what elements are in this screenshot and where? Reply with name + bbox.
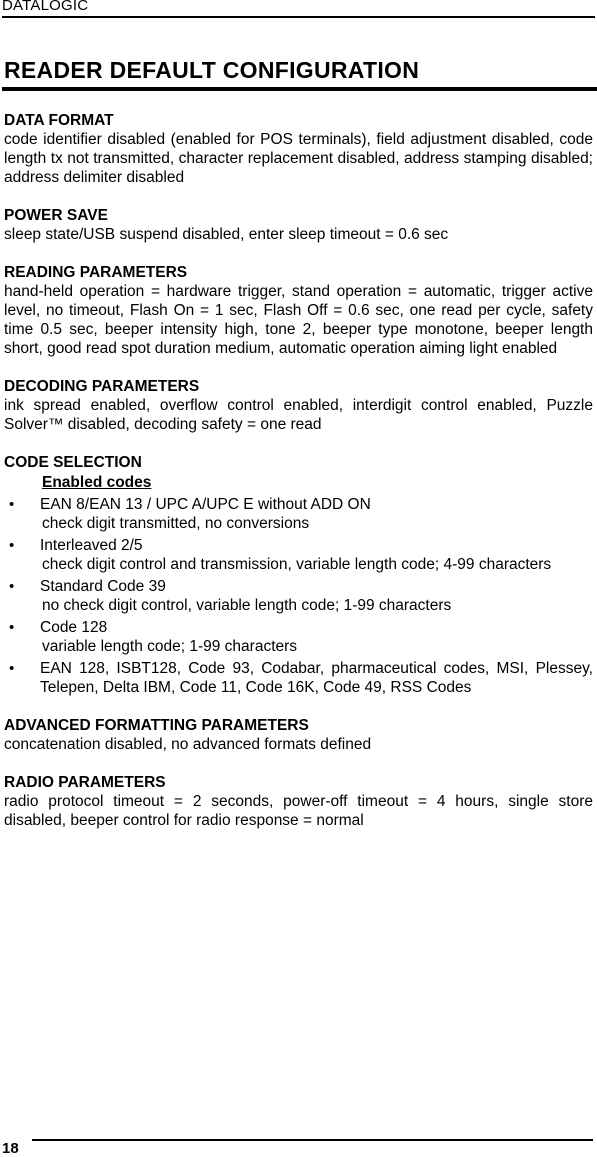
page-title: READER DEFAULT CONFIGURATION xyxy=(4,57,420,83)
section-heading: READING PARAMETERS xyxy=(4,264,188,281)
enabled-codes-heading: Enabled codes xyxy=(42,474,152,491)
section-reading-parameters xyxy=(4,263,593,358)
section-decoding-parameters xyxy=(4,377,593,434)
title-rule xyxy=(2,87,597,91)
section-body: hand-held operation = hardware trigger, stand operation = automatic, trigger active level, no timeout, Flash On = 1 sec, Flash Off = 0.6 sec, one read per cycle, safety time 0.5 sec, beeper intensity high, tone 2, beeper type monotone, beeper length short, good read spot duration medium, automatic operation aiming light enabled xyxy=(4,283,593,357)
section-body: concatenation disabled, no advanced formats defined xyxy=(4,736,372,753)
section-heading: DECODING PARAMETERS xyxy=(4,378,200,395)
list-item xyxy=(4,618,593,656)
bullet-icon: • xyxy=(9,660,15,677)
enabled-codes-list xyxy=(4,495,593,697)
code-name: Interleaved 2/5 xyxy=(40,537,143,554)
section-heading: POWER SAVE xyxy=(4,207,108,224)
section-heading: ADVANCED FORMATTING PARAMETERS xyxy=(4,717,309,734)
section-heading: DATA FORMAT xyxy=(4,112,114,129)
section-heading: CODE SELECTION xyxy=(4,454,142,471)
list-item xyxy=(4,536,593,574)
page-number: 18 xyxy=(2,1140,19,1157)
code-detail: no check digit control, variable length code; 1-99 characters xyxy=(42,597,452,614)
code-name: Code 128 xyxy=(40,619,108,636)
code-detail: variable length code; 1-99 characters xyxy=(42,638,298,655)
code-detail: check digit control and transmission, variable length code; 4-99 characters xyxy=(42,556,552,573)
section-heading: RADIO PARAMETERS xyxy=(4,774,166,791)
section-code-selection xyxy=(4,453,593,697)
bullet-icon: • xyxy=(9,496,15,513)
list-item xyxy=(4,495,593,533)
section-radio-parameters xyxy=(4,773,593,830)
bullet-icon: • xyxy=(9,578,15,595)
section-data-format xyxy=(4,111,593,187)
code-name: EAN 8/EAN 13 / UPC A/UPC E without ADD ON xyxy=(40,496,371,513)
bullet-icon: • xyxy=(9,619,15,636)
header-brand: DATALOGIC xyxy=(2,0,89,14)
code-name: EAN 128, ISBT128, Code 93, Codabar, pharmaceutical codes, MSI, Plessey, Telepen, Delta IBM, Code 11, Code 16K, Code 49, RSS Codes xyxy=(40,660,593,696)
section-advanced-formatting xyxy=(4,716,593,754)
section-power-save xyxy=(4,206,593,244)
header-rule xyxy=(2,16,595,18)
section-body: radio protocol timeout = 2 seconds, power-off timeout = 4 hours, single store disabled, beeper control for radio response = normal xyxy=(4,793,593,829)
section-body: sleep state/USB suspend disabled, enter sleep timeout = 0.6 sec xyxy=(4,226,449,243)
content xyxy=(4,111,593,849)
list-item xyxy=(4,577,593,615)
code-detail: check digit transmitted, no conversions xyxy=(42,515,310,532)
footer-rule xyxy=(32,1139,593,1141)
bullet-icon: • xyxy=(9,537,15,554)
section-body: ink spread enabled, overflow control enabled, interdigit control enabled, Puzzle Solver™ disabled, decoding safety = one read xyxy=(4,397,593,433)
section-body: code identifier disabled (enabled for POS terminals), field adjustment disabled, code length tx not transmitted, character replacement disabled, address stamping disabled; address delimiter disabled xyxy=(4,131,593,186)
list-item xyxy=(4,659,593,697)
code-name: Standard Code 39 xyxy=(40,578,166,595)
